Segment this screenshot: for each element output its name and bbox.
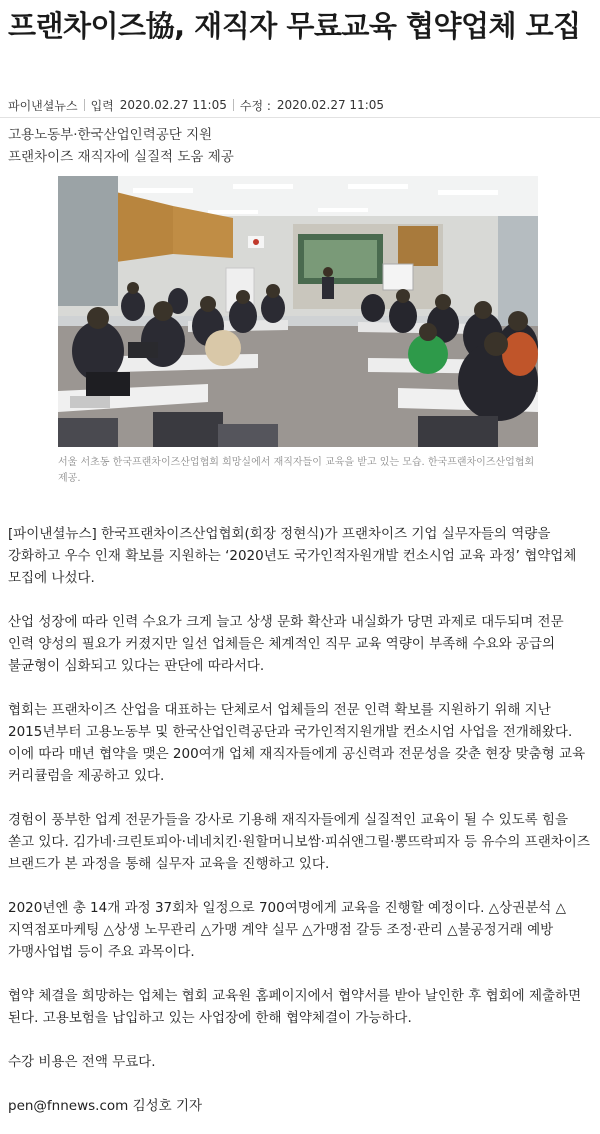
- body-paragraph: 산업 성장에 따라 인력 수요가 크게 늘고 상생 문화 확산과 내실화가 당면 과제로 대두되며 전문 인력 양성의 필요가 커졌지만 일선 업체들은 체계적인 직무 교육 역량이 부족해 수요와 공급의 불균형이 심화되고 있다는 판단에 따라서다.: [8, 614, 564, 674]
- article-subtitle: [8, 124, 234, 168]
- article-photo: [58, 176, 538, 447]
- article-body: [8, 523, 592, 1134]
- body-paragraph: 수강 비용은 전액 무료다.: [8, 1054, 156, 1070]
- article-headline: 프랜차이즈協, 재직자 무료교육 협약업체 모집: [8, 9, 581, 43]
- body-paragraph: 2020년엔 총 14개 과정 37회차 일정으로 700여명에게 교육을 진행할 예정이다. △상권분석 △지역점포마케팅 △상생 노무관리 △가맹 계약 실무 △가맹점 갈등 조정·관리 △불공정거래 예방 가맹사업법 등이 주요 과목이다.: [8, 900, 566, 960]
- modified-label: 수정 :: [239, 98, 271, 113]
- modified-time: 2020.02.27 11:05: [276, 98, 385, 112]
- input-label: 입력: [90, 98, 114, 113]
- input-time: 2020.02.27 11:05: [119, 98, 227, 112]
- subtitle-line: 프랜차이즈 재직자에 실질적 도움 제공: [8, 149, 234, 165]
- body-paragraph: [파이낸셜뉴스] 한국프랜차이즈산업협회(회장 정현식)가 프랜차이즈 기업 실무자들의 역량을 강화하고 우수 인재 확보를 지원하는 ‘2020년도 국가인적자원개발 컨소시엄 교육 과정’ 협약업체 모집에 나섰다.: [8, 526, 577, 586]
- body-paragraph: 경험이 풍부한 업계 전문가들을 강사로 기용해 재직자들에게 실질적인 교육이 될 수 있도록 힘을 쏟고 있다. 김가네·크린토피아·네네치킨·원할머니보쌈·피쉬앤그릴·뽕뜨락피자 등 유수의 프랜차이즈 브랜드가 본 과정을 통해 실무자 교육을 진행하고 있다.: [8, 812, 590, 872]
- meta-divider: [84, 99, 85, 111]
- body-paragraph: 협회는 프랜차이즈 산업을 대표하는 단체로서 업체들의 전문 인력 확보를 지원하기 위해 지난 2015년부터 고용노동부 및 한국산업인력공단과 국가인적지원개발 컨소시엄 사업을 전개해왔다. 이에 따라 매년 협약을 맺은 200여개 업체 재직자들에게 공신력과 전문성을 갖춘 현장 맞춤형 교육 커리큘럼을 제공하고 있다.: [8, 702, 586, 784]
- source-name[interactable]: 파이낸셜뉴스: [8, 98, 78, 113]
- subtitle-line: 고용노동부·한국산업인력공단 지원: [8, 127, 213, 143]
- meta-divider: [233, 99, 234, 111]
- article-meta: [8, 96, 384, 114]
- body-paragraph: 협약 체결을 희망하는 업체는 협회 교육원 홈페이지에서 협약서를 받아 날인한 후 협회에 제출하면 된다. 고용보험을 납입하고 있는 사업장에 한해 협약체결이 가능하다.: [8, 988, 582, 1026]
- photo-caption: 서울 서초동 한국프랜차이즈산업협회 희망실에서 재직자들이 교육을 받고 있는 모습. 한국프랜차이즈산업협회 제공.: [58, 457, 535, 484]
- reporter-byline: pen@fnnews.com 김성호 기자: [8, 1098, 203, 1114]
- header-divider: [0, 117, 600, 118]
